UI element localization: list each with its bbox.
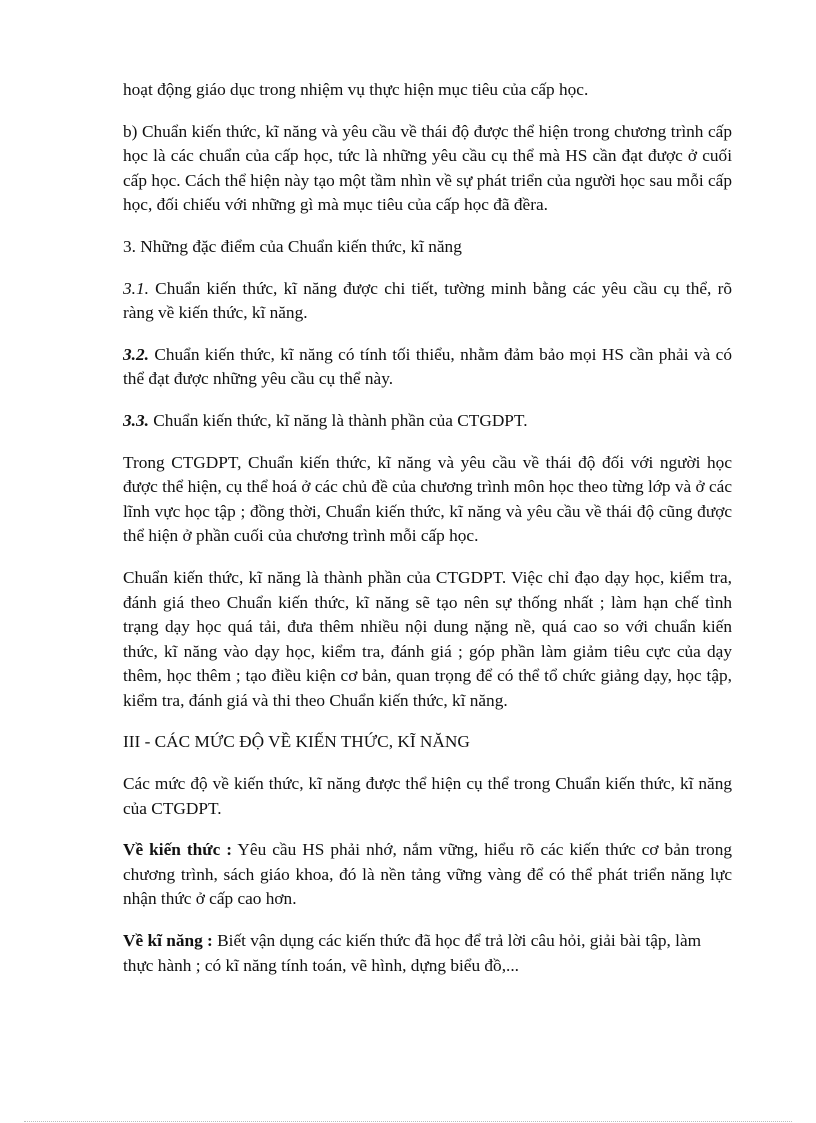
paragraph-3-1	[123, 277, 732, 326]
paragraph-text: Chuẩn kiến thức, kĩ năng là thành phần của CTGDPT.	[148, 410, 528, 430]
item-number-label: 3.1.	[123, 278, 149, 298]
paragraph-text: Biết vận dụng các kiến thức đã học để trả lời câu hỏi, giải bài tập, làm thực hành ; có kĩ năng tính toán, vẽ hình, dựng biểu đồ,...	[123, 931, 702, 975]
paragraph-text: hoạt động giáo dục trong nhiệm vụ thực hiện mục tiêu của cấp học.	[123, 80, 589, 99]
section-heading-characteristics	[123, 235, 732, 260]
heading-text: III - CÁC MỨC ĐỘ VỀ KIẾN THỨC, KĨ NĂNG	[123, 732, 470, 752]
section-heading-levels	[123, 730, 732, 755]
paragraph-text: Chuẩn kiến thức, kĩ năng là thành phần của CTGDPT. Việc chỉ đạo dạy học, kiểm tra, đánh giá theo Chuẩn kiến thức, kĩ năng sẽ tạo nên sự thống nhất ; làm hạn chế tình trạng dạy học quá tải, đưa thêm nhiều nội dung nặng nề, quá cao so với chuẩn kiến thức, kĩ năng vào dạy học, kiểm tra, đánh giá ; góp phần làm giảm tiêu cực của dạy thêm, học thêm ; tạo điều kiện cơ bản, quan trọng để có thể tổ chức giảng dạy, học tập, kiểm tra, đánh giá và thi theo Chuẩn kiến thức, kĩ năng.	[123, 567, 732, 710]
heading-text: 3. Những đặc điểm của Chuẩn kiến thức, kĩ năng	[123, 236, 462, 256]
paragraph-text: b) Chuẩn kiến thức, kĩ năng và yêu cầu về thái độ được thể hiện trong chương trình cấp học là các chuẩn của cấp học, tức là những yêu cầu cụ thể mà HS cần đạt được ở cuối cấp học. Cách thể hiện này tạo một tầm nhìn về sự phát triển của người học sau mỗi cấp học, đối chiếu với những gì mà mục tiêu của cấp học đã đềra.	[123, 121, 732, 215]
item-number-label: 3.2.	[123, 344, 149, 364]
paragraph-continuation	[123, 78, 732, 103]
paragraph-skills	[123, 929, 732, 978]
paragraph-text: Chuẩn kiến thức, kĩ năng được chi tiết, tường minh bằng các yêu cầu cụ thể, rõ ràng về kiến thức, kĩ năng.	[123, 278, 732, 323]
paragraph-text: Chuẩn kiến thức, kĩ năng có tính tối thiểu, nhằm đảm bảo mọi HS cần phải và có thể đạt được những yêu cầu cụ thể này.	[123, 344, 732, 389]
item-number-label: 3.3.	[123, 410, 149, 430]
paragraph-3-2	[123, 343, 732, 392]
paragraph-text: Trong CTGDPT, Chuẩn kiến thức, kĩ năng và yêu cầu về thái độ đối với người học được thể hiện, cụ thể hoá ở các chủ đề của chương trình môn học theo từng lớp và ở các lĩnh vực học tập ; đồng thời, Chuẩn kiến thức, kĩ năng và yêu cầu về thái độ cũng được thể hiện ở phần cuối của chương trình mỗi cấp học.	[123, 452, 732, 546]
paragraph-text: Các mức độ về kiến thức, kĩ năng được thể hiện cụ thể trong Chuẩn kiến thức, kĩ năng của CTGDPT.	[123, 774, 732, 818]
term-label: Về kĩ năng :	[123, 931, 213, 951]
paragraph-3-3	[123, 409, 732, 434]
page-bottom-divider	[24, 1121, 792, 1122]
paragraph-standards-b	[123, 120, 732, 218]
paragraph-text: Yêu cầu HS phải nhớ, nắm vững, hiểu rõ các kiến thức cơ bản trong chương trình, sách giáo khoa, đó là nền tảng vững vàng để có thể phát triển năng lực nhận thức ở cấp cao hơn.	[123, 840, 733, 909]
paragraph-in-ctgdpt	[123, 451, 732, 549]
paragraph-levels-intro	[123, 772, 732, 821]
paragraph-knowledge	[123, 838, 732, 912]
document-page	[123, 78, 732, 978]
term-label: Về kiến thức :	[123, 840, 233, 860]
paragraph-component-of-ctgdpt	[123, 566, 732, 714]
